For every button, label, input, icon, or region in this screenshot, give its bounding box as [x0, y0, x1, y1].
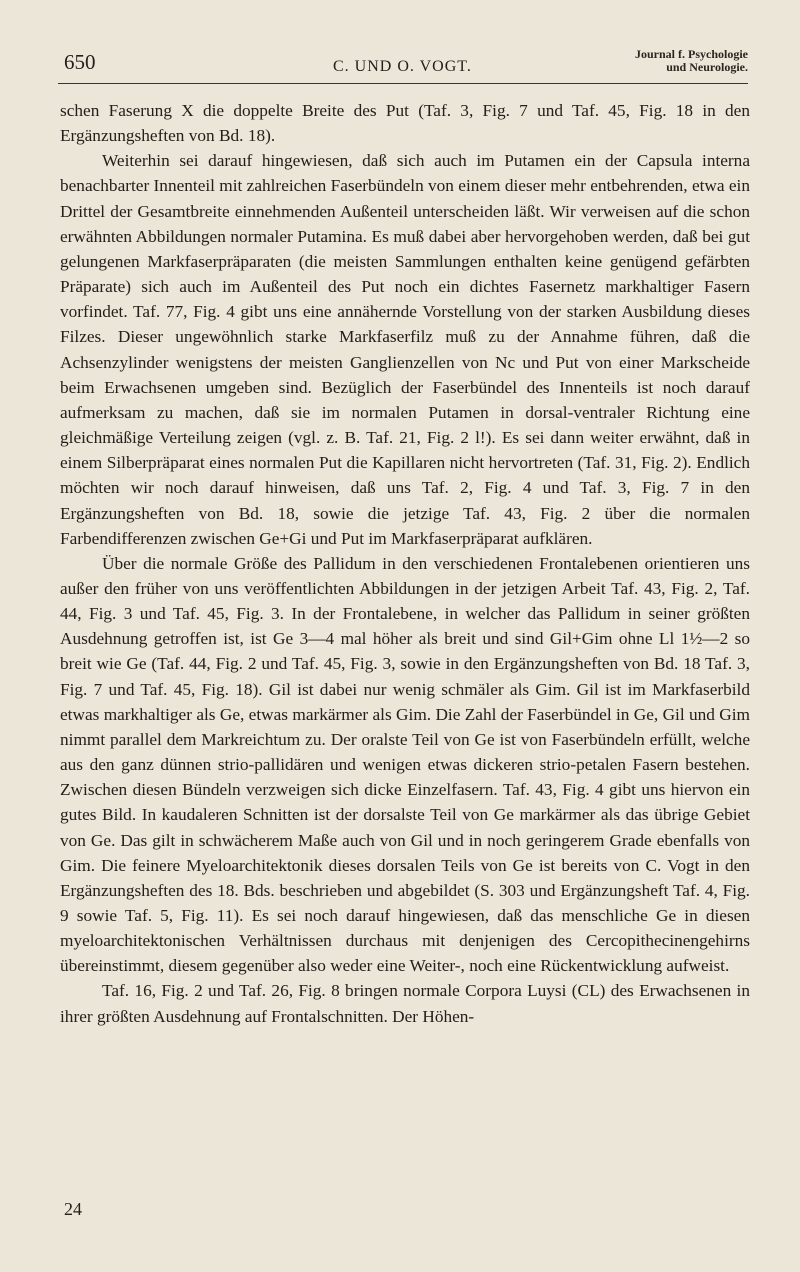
paragraph-2: Weiterhin sei darauf hingewiesen, daß sich auch im Putamen ein der Capsula interna benachbarter Innenteil mit zahlreichen Faserbündeln von einem dieser mehr entbehrenden, etwa ein Drittel der Gesamtbreite einnehmenden Außenteil unterscheiden läßt. Wir verweisen auf die schon erwähnten Abbildungen normaler Putamina. Es muß dabei aber hervorgehoben werden, daß bei gut gelungenen Markfaserpräparaten (die meisten Sammlungen enthalten keine genügend gefärbten Präparate) sich auch im Außenteil des Put noch ein dichtes Fasernetz markhaltiger Fasern vorfindet. Taf. 77, Fig. 4 gibt uns eine annähernde Vorstellung von der starken Ausbildung dieses Filzes. Dieser ungewöhnlich starke Markfaserfilz muß zu der Annahme führen, daß die Achsenzylinder wenigstens der meisten Ganglienzellen von Nc und Put von einer Markscheide beim Erwachsenen umgeben sind. Bezüglich der Faserbündel des Innenteils ist noch darauf aufmerksam zu machen, daß sie im normalen Putamen in dorsal-ventraler Richtung eine gleichmäßige Verteilung zeigen (vgl. z. B. Taf. 21, Fig. 2 l!). Es sei dann weiter erwähnt, daß in einem Silberpräparat eines normalen Put die Kapillaren nicht hervortreten (Taf. 31, Fig. 2). Endlich möchten wir noch darauf hinweisen, daß uns Taf. 2, Fig. 4 und Taf. 3, Fig. 7 in den Ergänzungsheften von Bd. 18, sowie die jetzige Taf. 43, Fig. 2 über die normalen Farbendifferenzen zwischen Ge+Gi und Put im Markfaserpräparat aufklären. [60, 151, 751, 548]
paragraph-1: schen Faserung X die doppelte Breite des Put (Taf. 3, Fig. 7 und Taf. 45, Fig. 18 in den Ergänzungsheften von Bd. 18). [60, 101, 750, 146]
paragraph-4: Taf. 16, Fig. 2 und Taf. 26, Fig. 8 bringen normale Corpora Luysi (CL) des Erwachsenen in ihrer größten Ausdehnung auf Frontalschnitten. Der Höhen- [60, 981, 750, 1026]
paragraph-3: Über die normale Größe des Pallidum in den verschiedenen Frontalebenen orientieren uns außer den früher von uns veröffentlichten Abbildungen in der jetzigen Arbeit Taf. 43, Fig. 2, Taf. 44, Fig. 3 und Taf. 45, Fig. 3. In der Frontalebene, in welcher das Pallidum in seiner größten Ausdehnung getroffen ist, ist Ge 3—4 mal höher als breit und sind Gil+Gim ohne Ll 1½—2 so breit wie Ge (Taf. 44, Fig. 2 und Taf. 45, Fig. 3, sowie in den Ergänzungsheften von Bd. 18 Taf. 3, Fig. 7 und Taf. 45, Fig. 18). Gil ist dabei nur wenig schmäler als Gim. Gil ist im Markfaserbild etwas markhaltiger als Ge, etwas markärmer als Gim. Die Zahl der Faserbündel in Ge, Gil und Gim nimmt parallel dem Markreichtum zu. Der oralste Teil von Ge ist von Faserbündeln erfüllt, welche aus den ganz dünnen strio-pallidären und wenigen etwas dickeren strio-petalen Fasern bestehen. Zwischen diesen Bündeln verzweigen sich dicke Einzelfasern. Taf. 43, Fig. 4 gibt uns hiervon ein gutes Bild. In kaudaleren Schnitten ist der dorsalste Teil von Ge markärmer als das übrige Gebiet von Ge. Das gilt in schwächerem Maße auch von Gil und in noch geringerem Grade ebenfalls von Gim. Die feinere Myeloarchitektonik dieses dorsalen Teils von Ge ist bereits von C. Vogt in den Ergänzungsheften des 18. Bds. beschrieben und abgebildet (S. 303 und Ergänzungsheft Taf. 4, Fig. 9 sowie Taf. 5, Fig. 11). Es sei noch darauf hingewiesen, daß das menschliche Ge in diesen myeloarchitektonischen Verhältnissen durchaus mit denjenigen des Cercopithecinengehirns übereinstimmt, diesem gegenüber also weder eine Weiter-, noch eine Rückentwicklung aufweist. [60, 553, 750, 976]
page-number: 650 [64, 50, 96, 74]
journal-name [635, 48, 748, 74]
journal-line-2: und Neurologie. [666, 60, 748, 74]
running-header [58, 48, 750, 84]
journal-line-1: Journal f. Psychologie [635, 47, 748, 61]
body-text [60, 98, 750, 1029]
header-rule [58, 83, 748, 84]
running-title: C. UND O. VOGT. [333, 58, 472, 75]
signature-mark: 24 [64, 1199, 82, 1219]
